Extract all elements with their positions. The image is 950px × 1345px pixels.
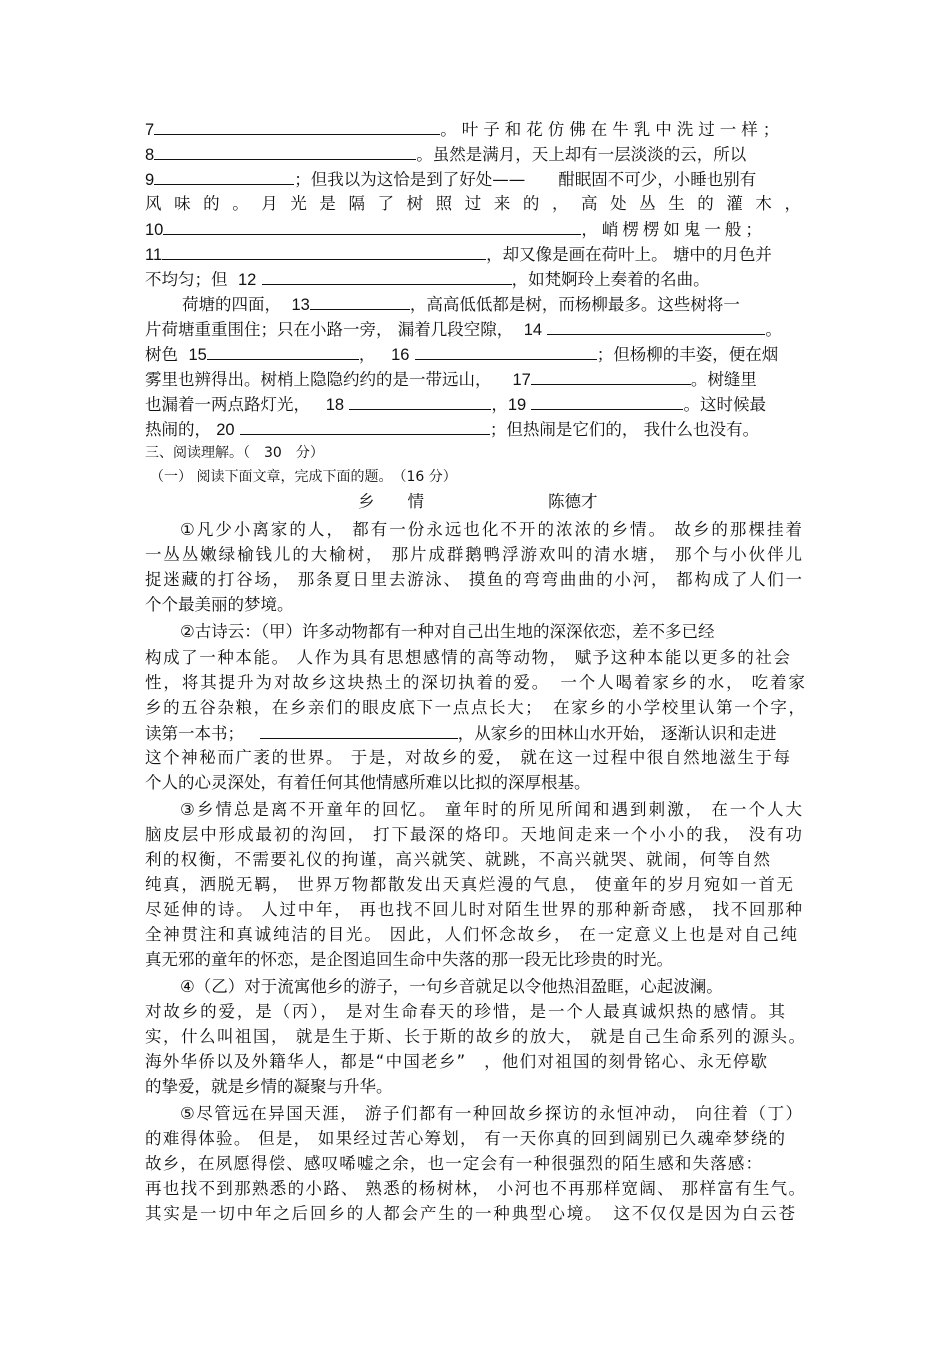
para1-line: 个个最美丽的梦境。 [145,595,294,614]
blank-number: 13 [291,296,310,314]
fill-line-13 [145,292,807,316]
text: 。树缝里 [690,370,757,389]
text: 片荷塘重重围住；只在小路一旁， 漏着几段空隙， [145,320,514,339]
para2-line: 性，将其提升为对故乡这块热土的深切执着的爱。 一个人喝着家乡的水， 吃着家 [145,673,805,692]
answer-blank-para2[interactable] [260,721,458,739]
para1-line: 一丛丛嫩绿榆钱儿的大榆树， 那片成群鹅鸭浮游欢叫的清水塘， 那个与小伙伴儿 [145,545,802,564]
section-heading: 三、阅读理解。（ 30 分） [145,445,324,461]
blank-number: 10 [145,221,164,239]
para3-line: 脑皮层中形成最初的沟回， 打下最深的烙印。天地间走来一个小小的我， 没有功 [145,825,802,844]
article-author: 陈德才 [548,492,598,511]
fill-line-8 [145,142,807,166]
para5-line: 再也找不到那熟悉的小路、 熟悉的杨树林， 小河也不再那样宽阔、 那样富有生气。 [145,1179,805,1198]
blank-number: 19 [507,396,527,414]
blank-number: 11 [145,246,163,264]
para3-line: 真无邪的童年的怀恋，是企图追回生命中失落的那一段无比珍贵的时光。 [145,950,673,969]
para4-line: 的挚爱，就是乡情的凝聚与升华。 [145,1077,393,1096]
para4-line: 实，什么叫祖国， 就是生于斯、长于斯的故乡的放大， 就是自己生命系列的源头。 [145,1027,805,1046]
text: ；但热闹是它们的， 我什么也没有。 [489,420,760,439]
fill-line-17 [145,367,807,391]
answer-blank-18[interactable] [349,392,491,410]
blank-number: 7 [145,121,155,139]
text: ；但我以为这恰是到了好处—— 酣眠固不可少，小睡也别有 [294,170,757,189]
subsection-heading: （一） 阅读下面文章，完成下面的题。 （16 分） [150,469,457,485]
para3-line: ③乡情总是离不开童年的回忆。 童年时的所见所闻和遇到刺激， 在一个人大 [180,800,802,819]
fill-line-18-19: 也漏着一两点路灯光， 18 ，19 。这时候最 [145,392,807,416]
blank-number: 14 [523,321,543,339]
para5-line: 其实是一切中年之后回乡的人都会产生的一种典型心境。 这不仅仅是因为白云苍 [145,1204,795,1223]
answer-blank-15[interactable] [207,342,359,360]
article-title: 乡 情 [358,492,424,511]
answer-blank-10[interactable] [163,217,581,235]
answer-blank-9[interactable] [154,167,294,185]
text: ，却又像是画在荷叶上。 塘中的月色并 [486,245,772,264]
para2-line: ②古诗云：（甲）许多动物都有一种对自己出生地的深深依恋，差不多已经 [180,622,715,641]
blank-number: 18 [325,396,345,414]
text: 也漏着一两点路灯光， [145,395,310,414]
fill-line-7 [145,117,807,141]
answer-blank-7[interactable] [154,117,440,135]
para2-line: 这个神秘而广袤的世界。 于是，对故乡的爱， 就在这一过程中很自然地滋生于每 [145,748,790,767]
text: 。这时候最 [683,395,766,414]
para2-line [145,721,807,745]
para2-line: 个人的心灵深处，有着任何其他情感所难以比拟的深厚根基。 [145,773,591,792]
text: 不均匀；但 [145,270,228,289]
answer-blank-20[interactable] [240,417,490,435]
text: ，从家乡的田林山水开始， 逐渐认识和走进 [457,724,777,743]
answer-blank-12[interactable] [262,267,512,285]
text: ，如梵婀玲上奏着的名曲。 [511,270,710,289]
answer-blank-13[interactable] [310,292,410,310]
para4-line: 海外华侨以及外籍华人，都是“中国老乡” ，他们对祖国的刻骨铭心、永无停歇 [145,1052,767,1071]
answer-blank-8[interactable] [154,142,416,160]
para2-line: 构成了一种本能。 人作为具有思想感情的高等动物， 赋予这种本能以更多的社会 [145,648,790,667]
answer-blank-19[interactable] [531,392,683,410]
para3-line: 全神贯注和真诚纯洁的目光。 因此，人们怀念故乡， 在一定意义上也是对自己纯 [145,925,797,944]
para3-line: 尽延伸的诗。 人过中年， 再也找不回儿时对陌生世界的那种新奇感， 找不回那种 [145,900,802,919]
fill-line-15-16: 树色 15 ， 16 ；但杨柳的丰姿，便在烟 [145,342,807,366]
blank-number: 9 [145,171,155,189]
fill-line-11 [145,242,807,266]
blank-number: 15 [188,346,207,364]
text: 。虽然是满月，天上却有一层淡淡的云，所以 [416,145,747,164]
para3-line: 利的权衡，不需要礼仪的拘谨，高兴就笑、就跳，不高兴就哭、就闹，何等自然 [145,850,770,869]
answer-blank-11[interactable] [162,242,486,260]
para5-line: 故乡，在夙愿得偿、感叹唏嘘之余，也一定会有一种很强烈的陌生感和失落感： [145,1154,762,1173]
text: 荷塘的四面， [182,295,281,314]
answer-blank-16[interactable] [415,342,597,360]
blank-number: 12 [238,271,257,289]
text: 热闹的， [145,420,211,439]
fill-line-9 [145,167,807,191]
para3-line: 纯真，洒脱无羁， 世界万物都散发出天真烂漫的气息， 使童年的岁月宛如一首无 [145,875,793,894]
para1-line: ①凡少小离家的人， 都有一份永远也化不开的浓浓的乡情。 故乡的那棵挂着 [180,520,802,539]
text: ；但杨柳的丰姿，便在烟 [596,345,779,364]
para2-line: 乡的五谷杂粮，在乡亲们的眼皮底下一点点长大； 在家乡的小学校里认第一个字， [145,698,805,717]
blank-number: 8 [145,146,155,164]
blank-number: 20 [216,421,235,439]
fill-line-14 [145,317,807,341]
para1-line: 捉迷藏的打谷场， 那条夏日里去游泳、 摸鱼的弯弯曲曲的小河， 都构成了人们一 [145,570,802,589]
text: 雾里也辨得出。树梢上隐隐约约的是一带远山， [145,370,492,389]
blank-number: 17 [512,371,531,389]
fill-line-10 [145,217,807,241]
text: ，高高低低都是树，而杨柳最多。这些树将一 [409,295,740,314]
text: ，峭楞楞如鬼一般； [581,220,766,239]
para4-line: ④（乙）对于流寓他乡的游子，一句乡音就足以令他热泪盈眶，心起波澜。 [180,977,723,996]
fill-line-text: 风味的。月光是隔了树照过来的，高处丛生的灌木， [145,194,807,213]
answer-blank-17[interactable] [531,367,691,385]
answer-blank-14[interactable] [547,317,765,335]
fill-line-20 [145,417,807,441]
text: 。 [765,320,782,339]
blank-number: 16 [391,346,410,364]
para5-line: ⑤尽管远在异国天涯， 游子们都有一种回故乡探访的永恒冲动， 向往着（丁） [180,1104,802,1123]
para4-line: 对故乡的爱，是（丙）， 是对生命春天的珍惜，是一个人最真诚炽热的感情。其 [145,1002,785,1021]
para5-line: 的难得体验。 但是， 如果经过苦心筹划， 有一天你真的回到阔别已久魂牵梦绕的 [145,1129,785,1148]
fill-line-12 [145,267,807,291]
text: 读第一本书； [145,724,244,743]
text: 。叶子和花仿佛在牛乳中洗过一样； [440,120,785,139]
text: 树色 [145,345,178,364]
